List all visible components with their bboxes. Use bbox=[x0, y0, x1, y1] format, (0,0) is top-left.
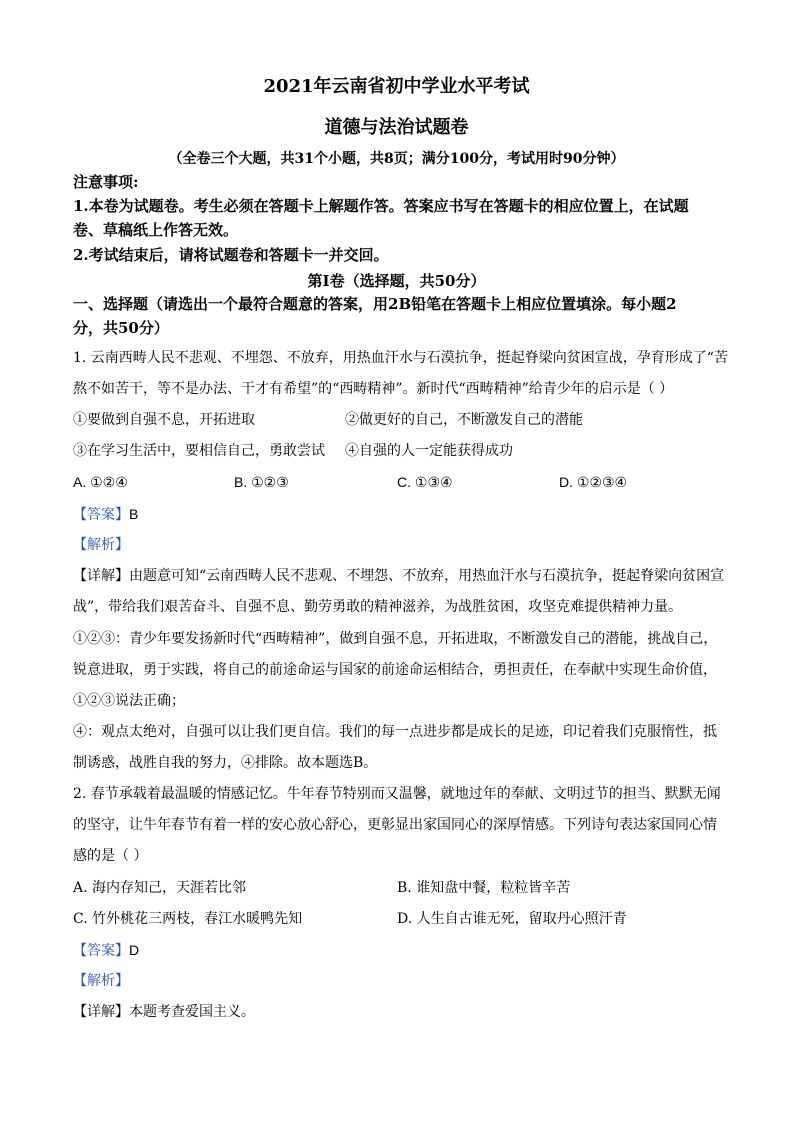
q2-option-b: B. 谁知盘中餐，粒粒皆辛苦 bbox=[397, 880, 571, 896]
q1-detail-6: ④：观点太绝对，自强可以让我们更自信。我们的每一点进步都是成长的足迹，印记着我们克服惰性，抵 bbox=[73, 724, 717, 740]
q1-option-d: D. ①②③④ bbox=[559, 474, 628, 490]
section-instructions-b: 分，共50分） bbox=[73, 319, 169, 337]
q1-option-a: A. ①②④ bbox=[73, 474, 128, 490]
q1-detail-4: 锐意进取，勇于实践，将自己的前途命运与国家的前途命运相结合，勇担责任，在奉献中实现生命价值， bbox=[73, 662, 717, 678]
detail-tag: 【详解】 bbox=[73, 568, 129, 584]
notice-heading: 注意事项: bbox=[73, 173, 139, 191]
q1-statement-2: ②做更好的自己，不断激发自己的潜能 bbox=[345, 412, 583, 428]
q1-option-c: C. ①③④ bbox=[397, 474, 453, 490]
exam-meta: （全卷三个大题，共31个小题，共8页；满分100分，考试用时90分钟） bbox=[168, 151, 625, 167]
q1-statement-1: ①要做到自强不息，开拓进取 bbox=[73, 412, 255, 428]
q2-stem-a: 2. 春节承载着最温暖的情感记忆。牛年春节特别而又温馨，就地过年的奉献、文明过节的担当、默默无闻 bbox=[73, 786, 721, 802]
q1-option-b: B. ①②③ bbox=[234, 474, 289, 490]
q1-detail-7: 制诱惑，战胜自我的努力，④排除。故本题选B。 bbox=[73, 755, 378, 771]
notice-item-1a: 1.本卷为试题卷。考生必须在答题卡上解题作答。答案应书写在答题卡的相应位置上，在试题 bbox=[73, 197, 689, 215]
q1-stem-b: 熬不如苦干，等不是办法、干才有希望”的“西畴精神”。新时代“西畴精神”给青少年的启示是（ ） bbox=[73, 381, 674, 397]
q2-answer bbox=[73, 940, 139, 961]
q2-stem-c: 感的是（ ） bbox=[73, 848, 148, 864]
q1-analysis-tag: 【解析】 bbox=[73, 537, 129, 553]
q1-stem-a: 1. 云南西畴人民不悲观、不埋怨、不放弃，用热血汗水与石漠抗争，挺起脊梁向贫困宣战，孕育形成了“苦 bbox=[73, 350, 728, 366]
q1-detail-2: 战”，带给我们艰苦奋斗、自强不息、勤劳勇敢的精神滋养，为战胜贫困，攻坚克难提供精神力量。 bbox=[73, 599, 683, 615]
answer-tag: 【答案】 bbox=[73, 507, 129, 523]
q1-detail-1 bbox=[73, 566, 724, 586]
detail-text: 本题考查爱国主义。 bbox=[129, 1004, 255, 1020]
q2-option-a: A. 海内存知己，天涯若比邻 bbox=[73, 880, 247, 896]
answer-value: B bbox=[129, 506, 139, 522]
q2-analysis-tag: 【解析】 bbox=[73, 973, 129, 989]
notice-item-1b: 卷、草稿纸上作答无效。 bbox=[73, 221, 239, 239]
exam-title: 2021年云南省初中学业水平考试 bbox=[263, 76, 530, 97]
notice-item-2: 2.考试结束后，请将试题卷和答题卡一并交回。 bbox=[73, 246, 389, 264]
q2-stem-b: 的坚守，让牛年春节有着一样的安心放心舒心，更彰显出家国同心的深厚情感。下列诗句表达家国同心情 bbox=[73, 817, 717, 833]
answer-tag: 【答案】 bbox=[73, 943, 129, 959]
q1-statement-3: ③在学习生活中，要相信自己，勇敢尝试 bbox=[73, 443, 325, 459]
q1-detail-5: ①②③说法正确； bbox=[73, 693, 185, 709]
exam-subtitle: 道德与法治试题卷 bbox=[324, 117, 469, 138]
q1-answer bbox=[73, 504, 138, 525]
answer-value: D bbox=[129, 942, 140, 958]
q1-detail-3: ①②③：青少年要发扬新时代“西畴精神”，做到自强不息，开拓进取，不断激发自己的潜能，挑战自己， bbox=[73, 631, 718, 647]
detail-text: 由题意可知“云南西畴人民不悲观、不埋怨、不放弃，用热血汗水与石漠抗争，挺起脊梁向贫困宣 bbox=[129, 568, 725, 584]
q1-statement-4: ④自强的人一定能获得成功 bbox=[345, 443, 513, 459]
section-title: 第Ⅰ卷（选择题，共50分） bbox=[307, 272, 486, 290]
q2-option-d: D. 人生自古谁无死，留取丹心照汗青 bbox=[397, 911, 627, 927]
detail-tag: 【详解】 bbox=[73, 1004, 129, 1020]
section-instructions-a: 一、选择题（请选出一个最符合题意的答案，用2B铅笔在答题卡上相应位置填涂。每小题2 bbox=[73, 295, 677, 313]
q2-option-c: C. 竹外桃花三两枝，春江水暖鸭先知 bbox=[73, 911, 303, 927]
q2-detail-1 bbox=[73, 1002, 255, 1022]
